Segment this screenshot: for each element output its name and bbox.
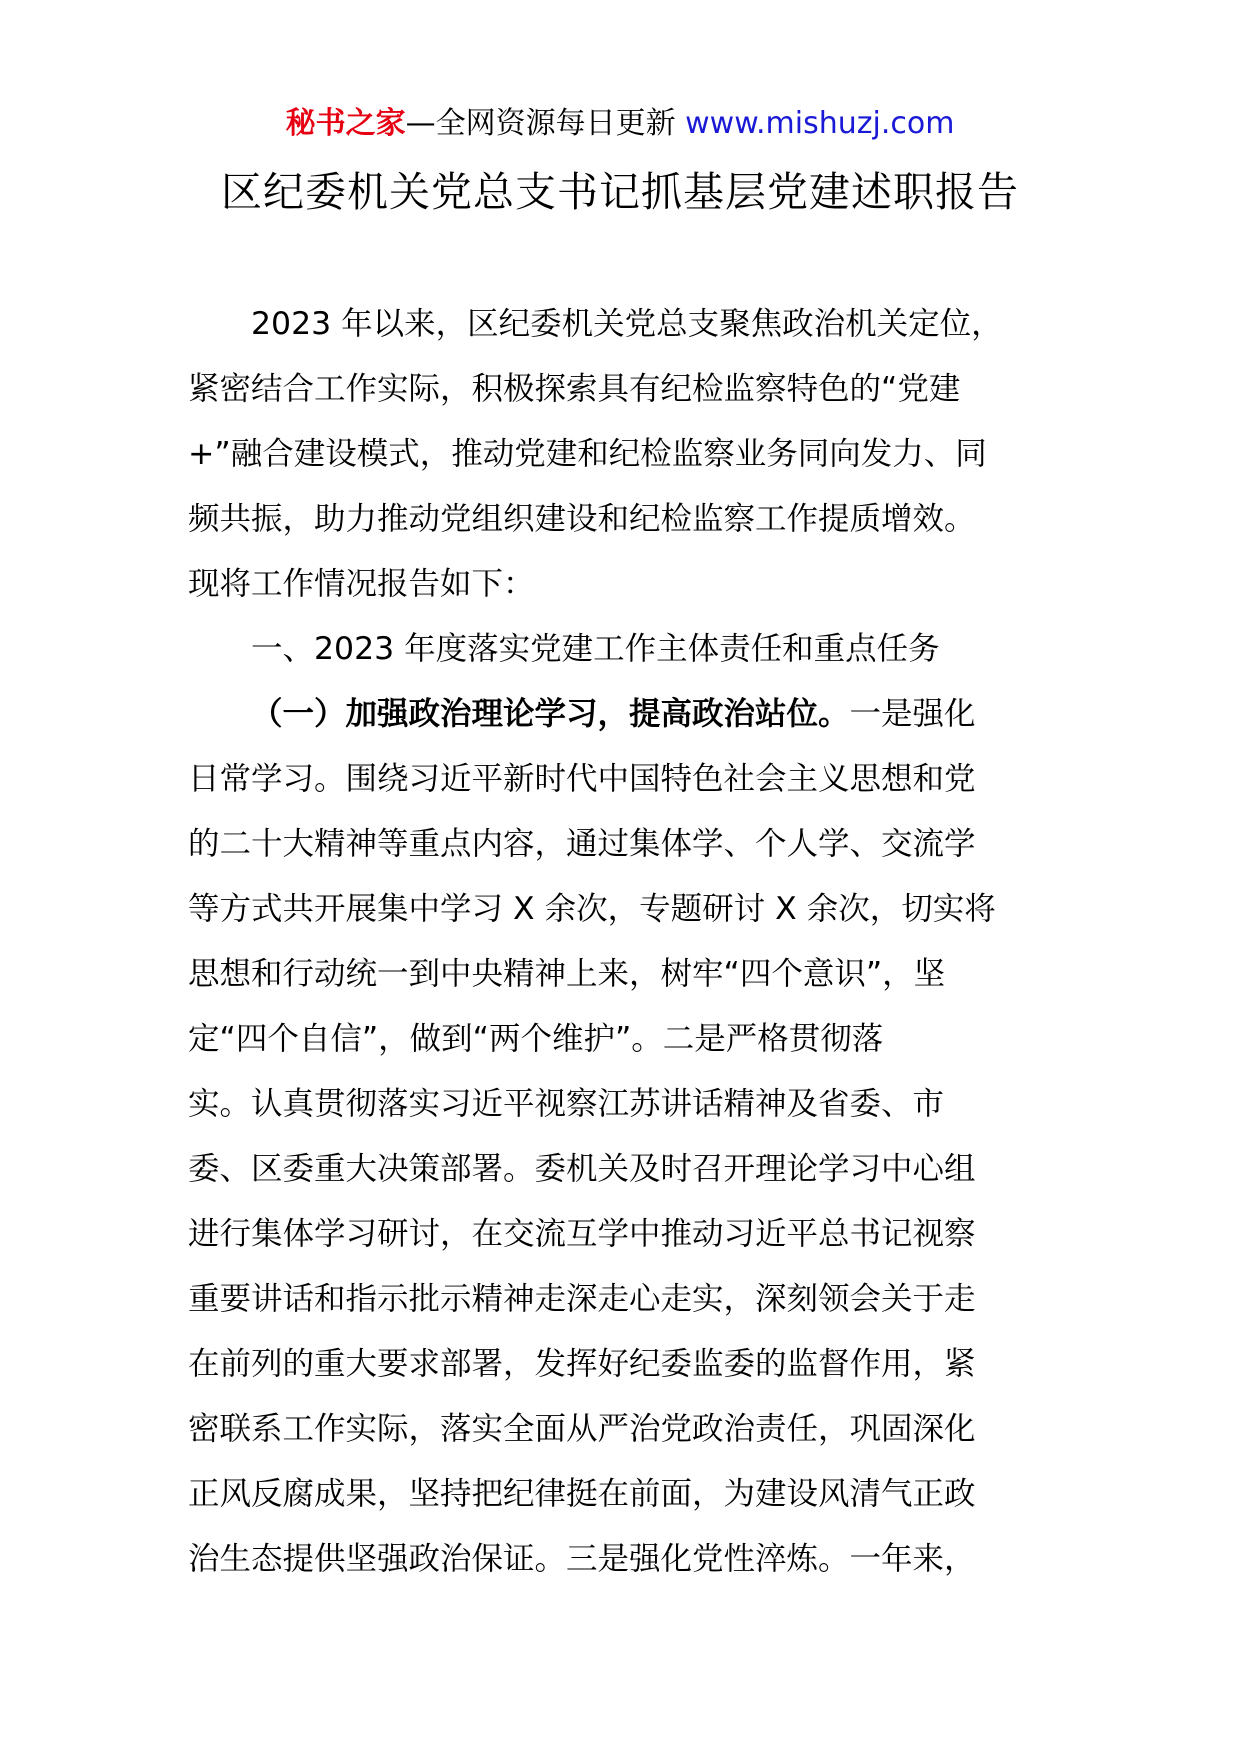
- brand-name: 秘书之家: [285, 106, 406, 141]
- site-header: [0, 102, 1240, 146]
- paragraph-line: 频共振，助力推动党组织建设和纪检监察工作提质增效。: [188, 501, 976, 537]
- document-body: [188, 292, 1054, 1592]
- section-heading: 一、2023 年度落实党建工作主体责任和重点任务: [251, 631, 940, 667]
- header-tagline: —全网资源每日更新: [405, 106, 676, 141]
- subsection-text: 一是强化: [849, 696, 976, 732]
- paragraph-line: 密联系工作实际，落实全面从严治党政治责任，巩固深化: [188, 1411, 976, 1447]
- paragraph-line: 实。认真贯彻落实习近平视察江苏讲话精神及省委、市: [188, 1086, 945, 1122]
- paragraph-line: 定“四个自信”，做到“两个维护”。二是严格贯彻落: [188, 1021, 884, 1057]
- paragraph-line: 治生态提供坚强政治保证。三是强化党性淬炼。一年来，: [188, 1541, 976, 1577]
- paragraph-line: 现将工作情况报告如下：: [188, 566, 535, 602]
- paragraph-line: 的二十大精神等重点内容，通过集体学、个人学、交流学: [188, 826, 976, 862]
- paragraph-line: +”融合建设模式，推动党建和纪检监察业务同向发力、同: [188, 436, 987, 472]
- paragraph-line: 进行集体学习研讨，在交流互学中推动习近平总书记视察: [188, 1216, 976, 1252]
- paragraph-line: 紧密结合工作实际，积极探索具有纪检监察特色的“党建: [188, 371, 961, 407]
- document-title: 区纪委机关党总支书记抓基层党建述职报告: [221, 168, 1019, 216]
- paragraph-line: 思想和行动统一到中央精神上来，树牢“四个意识”，坚: [188, 956, 946, 992]
- site-url-link[interactable]: www.mishuzj.com: [685, 106, 955, 141]
- paragraph-line: 正风反腐成果，坚持把纪律挺在前面，为建设风清气正政: [188, 1476, 976, 1512]
- paragraph-line: 重要讲话和指示批示精神走深走心走实，深刻领会关于走: [188, 1281, 976, 1317]
- paragraph-line: 在前列的重大要求部署，发挥好纪委监委的监督作用，紧: [188, 1346, 976, 1382]
- paragraph-line: 委、区委重大决策部署。委机关及时召开理论学习中心组: [188, 1151, 976, 1187]
- paragraph-line: 日常学习。围绕习近平新时代中国特色社会主义思想和党: [188, 761, 976, 797]
- paragraph-line: 2023 年以来，区纪委机关党总支聚焦政治机关定位，: [251, 306, 1003, 342]
- paragraph-line: 等方式共开展集中学习 X 余次，专题研讨 X 余次，切实将: [188, 891, 996, 927]
- subsection-line: [188, 682, 1054, 747]
- subsection-heading: （一）加强政治理论学习，提高政治站位。: [251, 696, 850, 732]
